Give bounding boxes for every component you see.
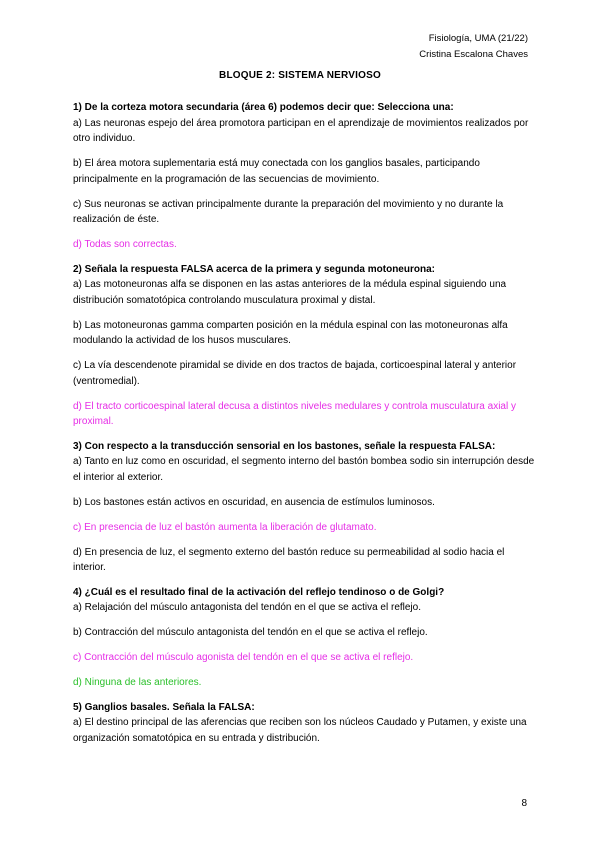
question-1 xyxy=(73,100,535,253)
header-author: Cristina Escalona Chaves xyxy=(419,49,528,60)
question-4 xyxy=(73,585,535,691)
option-a: a) El destino principal de las aferencias que reciben son los núcleos Caudado y Putamen, y existe una organización somatotópica en su entrada y distribución. xyxy=(73,717,527,744)
option-c-marked: c) En presencia de luz el bastón aumenta la liberación de glutamato. xyxy=(73,521,377,533)
section-title: BLOQUE 2: SISTEMA NERVIOSO xyxy=(219,70,381,81)
option-a: a) Las neuronas espejo del área promotora participan en el aprendizaje de movimientos realizados por otro individuo. xyxy=(73,117,529,144)
question-title: 4) ¿Cuál es el resultado final de la activación del reflejo tendinoso o de Golgi? xyxy=(73,586,445,598)
question-title: 3) Con respecto a la transducción sensorial en los bastones, señale la respuesta FALSA: xyxy=(73,440,496,452)
question-list xyxy=(73,100,535,746)
option-b: b) Los bastones están activos en oscuridad, en ausencia de estímulos luminosos. xyxy=(73,496,435,508)
question-title: 5) Ganglios basales. Señala la FALSA: xyxy=(73,701,255,713)
header-course: Fisiología, UMA (21/22) xyxy=(428,33,528,44)
option-b: b) Contracción del músculo antagonista del tendón en el que se activa el reflejo. xyxy=(73,627,428,638)
question-5 xyxy=(73,700,535,747)
document-header xyxy=(419,31,528,63)
option-b: b) El área motora suplementaria está muy conectada con los ganglios basales, participando principalmente en la programación de las secuencias de movimiento. xyxy=(73,158,480,185)
option-a: a) Relajación del músculo antagonista del tendón en el que se activa el reflejo. xyxy=(73,602,421,613)
page-number: 8 xyxy=(521,798,527,809)
question-2 xyxy=(73,262,535,430)
option-c-marked: c) Contracción del músculo agonista del tendón en el que se activa el reflejo. xyxy=(73,652,414,663)
option-d-marked: d) El tracto corticoespinal lateral decusa a distintos niveles medulares y controla musculatura axial y proximal. xyxy=(73,400,516,427)
question-title: 1) De la corteza motora secundaria (área 6) podemos decir que: Selecciona una: xyxy=(73,102,454,113)
option-d-marked: d) Todas son correctas. xyxy=(73,239,177,250)
option-c: c) Sus neuronas se activan principalmente durante la preparación del movimiento y no durante la realización de éste. xyxy=(73,198,504,225)
option-b: b) Las motoneuronas gamma comparten posición en la médula espinal con las motoneuronas alfa modulando la actividad de los husos musculares. xyxy=(73,319,508,346)
option-d: d) En presencia de luz, el segmento externo del bastón reduce su permeabilidad al sodio hacia el interior. xyxy=(73,546,505,573)
question-title: 2) Señala la respuesta FALSA acerca de la primera y segunda motoneurona: xyxy=(73,263,435,275)
option-c: c) La vía descendenote piramidal se divide en dos tractos de bajada, corticoespinal lateral y anterior (ventromedial). xyxy=(73,360,517,387)
question-3 xyxy=(73,439,535,576)
option-a: a) Tanto en luz como en oscuridad, el segmento interno del bastón bombea sodio sin interrupción desde el interior al exterior. xyxy=(73,456,535,483)
option-d-correct: d) Ninguna de las anteriores. xyxy=(73,677,202,688)
option-a: a) Las motoneuronas alfa se disponen en las astas anteriores de la médula espinal siguiendo una distribución somatotópica controlando musculatura proximal y distal. xyxy=(73,279,507,306)
